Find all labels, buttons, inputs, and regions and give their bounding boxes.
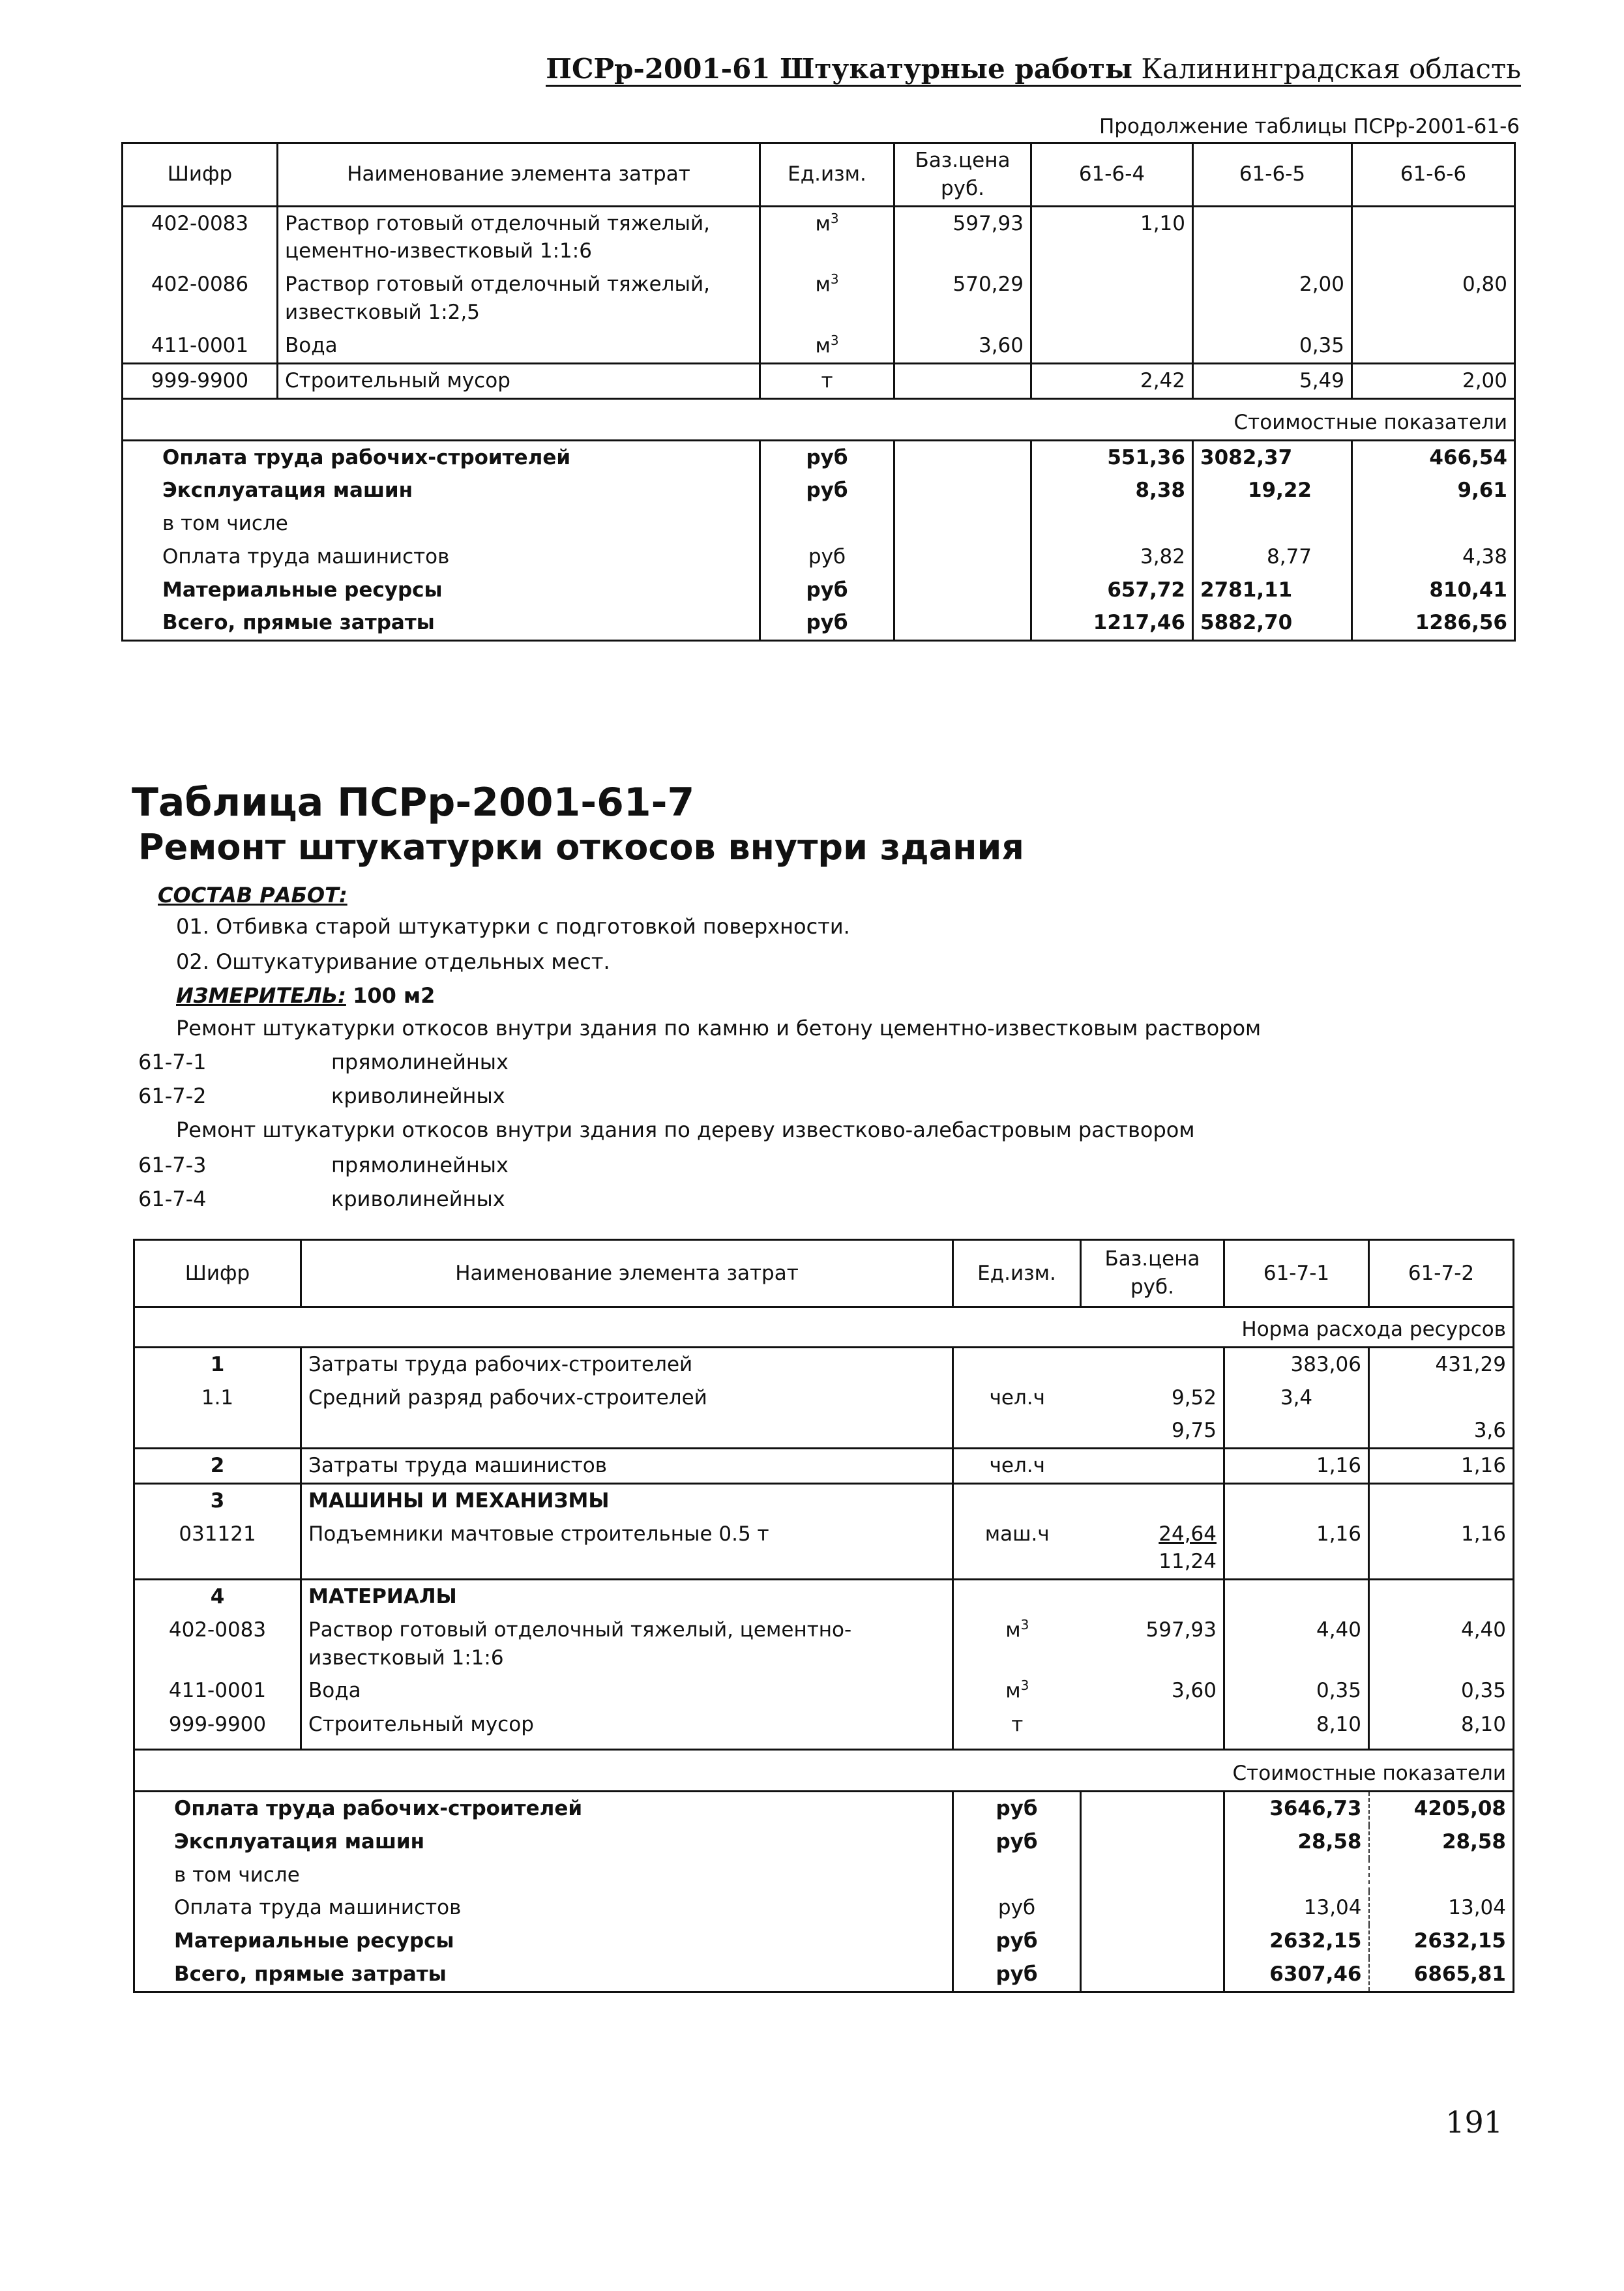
cell-code: 1 xyxy=(134,1347,301,1381)
cost-v2: 13,04 xyxy=(1369,1891,1514,1925)
cost-row xyxy=(134,1925,1514,1958)
cost-unit: руб xyxy=(760,606,894,640)
cost-unit: руб xyxy=(953,1958,1081,1992)
cost-v1: 2632,15 xyxy=(1224,1925,1369,1958)
cost-v2 xyxy=(1193,507,1352,540)
page-header xyxy=(546,53,1521,87)
cost-unit: руб xyxy=(953,1925,1081,1958)
cell-v2: 4,40 xyxy=(1369,1614,1514,1675)
cell-price: 3,60 xyxy=(1081,1674,1224,1707)
col-header-61-6-5: 61-6-5 xyxy=(1193,143,1352,207)
group-title: Ремонт штукатурки откосов внутри здания по камню и бетону цементно-известковым раствором xyxy=(176,1016,1262,1041)
cost-row xyxy=(134,1792,1514,1825)
cell-v3 xyxy=(1352,329,1515,364)
cost-name: Оплата труда рабочих-строителей xyxy=(134,1792,953,1825)
cell-name: МАТЕРИАЛЫ xyxy=(301,1580,953,1614)
cost-price-empty xyxy=(894,574,1031,607)
cost-v3: 810,41 xyxy=(1352,574,1515,607)
cell-v2 xyxy=(1369,1580,1514,1614)
cost-row xyxy=(123,606,1515,640)
cost-unit xyxy=(760,507,894,540)
cost-v2: 6865,81 xyxy=(1369,1958,1514,1992)
page-number: 191 xyxy=(1445,2105,1503,2140)
cell-name: Раствор готовый отделочный тяжелый, известковый 1:2,5 xyxy=(278,268,760,329)
col-header-61-7-1: 61-7-1 xyxy=(1224,1240,1369,1307)
table-row xyxy=(134,1414,1514,1448)
cell-v1: 1,16 xyxy=(1224,1518,1369,1580)
cell-price: 9,52 xyxy=(1081,1382,1224,1415)
cell-name: Раствор готовый отделочный тяжелый, цементно-известковый 1:1:6 xyxy=(278,206,760,268)
cell-price xyxy=(1081,1347,1224,1381)
cell-price xyxy=(1081,1580,1224,1614)
cell-code: 411-0001 xyxy=(134,1674,301,1707)
table-61-7 xyxy=(133,1239,1514,1993)
cost-v2: 8,77 xyxy=(1193,540,1352,574)
header-code-title: ПСРр-2001-61 Штукатурные работы xyxy=(546,53,1133,85)
cost-row xyxy=(123,474,1515,507)
cell-code: 999-9900 xyxy=(134,1708,301,1750)
cell-v1: 4,40 xyxy=(1224,1614,1369,1675)
cell-unit xyxy=(953,1483,1081,1517)
cell-unit: $м^3$ xyxy=(760,268,894,329)
cell-v1: 3,4 xyxy=(1224,1382,1369,1415)
cell-v2: 5,49 xyxy=(1193,363,1352,398)
norm-label-row xyxy=(134,1307,1514,1348)
cell-v2: 8,10 xyxy=(1369,1708,1514,1750)
norm-name: криволинейных xyxy=(331,1084,505,1108)
cell-price xyxy=(894,363,1031,398)
cost-v1: 13,04 xyxy=(1224,1891,1369,1925)
cost-v1: 657,72 xyxy=(1031,574,1193,607)
cell-v2: 1,16 xyxy=(1369,1518,1514,1580)
cost-price-empty xyxy=(894,606,1031,640)
cost-row xyxy=(134,1859,1514,1892)
cost-row xyxy=(123,507,1515,540)
cell-name: Затраты труда машинистов xyxy=(301,1449,953,1484)
norm-name: криволинейных xyxy=(331,1187,505,1211)
col-header-name: Наименование элемента затрат xyxy=(301,1240,953,1307)
cell-v1 xyxy=(1224,1414,1369,1448)
cell-v2: 0,35 xyxy=(1193,329,1352,364)
cost-row xyxy=(134,1825,1514,1859)
cost-price-empty xyxy=(894,540,1031,574)
cost-v3: 466,54 xyxy=(1352,440,1515,474)
cell-v1 xyxy=(1031,329,1193,364)
col-header-price: Баз.цена руб. xyxy=(1081,1240,1224,1307)
cell-v2 xyxy=(1369,1382,1514,1415)
cost-name: в том числе xyxy=(134,1859,953,1892)
cell-v2: 431,29 xyxy=(1369,1347,1514,1381)
cost-v2: 2781,11 xyxy=(1193,574,1352,607)
cell-price: 3,60 xyxy=(894,329,1031,364)
cost-unit: руб xyxy=(760,474,894,507)
col-header-name: Наименование элемента затрат xyxy=(278,143,760,207)
cost-v3 xyxy=(1352,507,1515,540)
cost-v2 xyxy=(1369,1859,1514,1892)
cost-v2: 3082,37 xyxy=(1193,440,1352,474)
cost-row xyxy=(123,574,1515,607)
cost-v1: 3646,73 xyxy=(1224,1792,1369,1825)
table-continued-61-6 xyxy=(121,142,1516,642)
cost-v1: 8,38 xyxy=(1031,474,1193,507)
cost-v1 xyxy=(1031,507,1193,540)
table-row xyxy=(123,206,1515,268)
cost-unit: руб xyxy=(760,574,894,607)
cell-v2: 0,35 xyxy=(1369,1674,1514,1707)
cell-unit: $м^3$ xyxy=(760,329,894,364)
cost-name: Материальные ресурсы xyxy=(123,574,760,607)
cost-price-empty xyxy=(1081,1891,1224,1925)
cost-name: в том числе xyxy=(123,507,760,540)
cell-v1 xyxy=(1224,1483,1369,1517)
cell-price: 24,64 11,24 xyxy=(1081,1518,1224,1580)
norm-name: прямолинейных xyxy=(331,1153,509,1177)
table-row xyxy=(134,1518,1514,1580)
cost-v3: 9,61 xyxy=(1352,474,1515,507)
cell-name: Раствор готовый отделочный тяжелый, цементно-известковый 1:1:6 xyxy=(301,1614,953,1675)
cell-v1: 1,16 xyxy=(1224,1449,1369,1484)
table-row xyxy=(134,1614,1514,1675)
cost-price-empty xyxy=(894,474,1031,507)
norm-code: 61-7-1 xyxy=(138,1050,207,1074)
cell-v2: 2,00 xyxy=(1193,268,1352,329)
cost-v3: 1286,56 xyxy=(1352,606,1515,640)
cell-v1: 0,35 xyxy=(1224,1674,1369,1707)
cell-unit xyxy=(953,1347,1081,1381)
cell-unit xyxy=(953,1414,1081,1448)
cell-code: 031121 xyxy=(134,1518,301,1580)
table-row xyxy=(134,1449,1514,1484)
cost-row xyxy=(134,1891,1514,1925)
cost-unit: руб xyxy=(953,1825,1081,1859)
cost-unit: руб xyxy=(953,1891,1081,1925)
cell-v2: 3,6 xyxy=(1369,1414,1514,1448)
cost-v2: 2632,15 xyxy=(1369,1925,1514,1958)
cell-v1 xyxy=(1224,1580,1369,1614)
cell-name: Строительный мусор xyxy=(301,1708,953,1750)
cost-v1: 6307,46 xyxy=(1224,1958,1369,1992)
cell-name: Вода xyxy=(278,329,760,364)
meter-line: ИЗМЕРИТЕЛЬ: 100 м2 xyxy=(176,983,436,1008)
norm-name: прямолинейных xyxy=(331,1050,509,1074)
cell-code: 999-9900 xyxy=(123,363,278,398)
group-title: Ремонт штукатурки откосов внутри здания по дереву известково-алебастровым раствором xyxy=(176,1117,1195,1142)
cell-code: 402-0086 xyxy=(123,268,278,329)
cost-section-label: Стоимостные показатели xyxy=(123,398,1515,440)
cell-code: 4 xyxy=(134,1580,301,1614)
cost-name: Эксплуатация машин xyxy=(134,1825,953,1859)
cell-v1: 1,10 xyxy=(1031,206,1193,268)
cell-code: 402-0083 xyxy=(134,1614,301,1675)
cell-v2: 1,16 xyxy=(1369,1449,1514,1484)
cell-unit: чел.ч xyxy=(989,1385,1045,1410)
table-header-row xyxy=(134,1240,1514,1307)
cost-price-empty xyxy=(894,440,1031,474)
cost-section-label: Стоимостные показатели xyxy=(134,1750,1514,1792)
col-header-unit: Ед.изм. xyxy=(953,1240,1081,1307)
cost-row xyxy=(123,440,1515,474)
cell-unit: маш.ч xyxy=(984,1522,1050,1546)
cost-v2: 19,22 xyxy=(1193,474,1352,507)
cell-v2 xyxy=(1369,1483,1514,1517)
cost-v1 xyxy=(1224,1859,1369,1892)
cell-code xyxy=(134,1414,301,1448)
cell-unit: $м^3$ xyxy=(1005,1678,1029,1703)
cell-unit: $м^3$ xyxy=(760,206,894,268)
cost-name: Всего, прямые затраты xyxy=(123,606,760,640)
cost-unit: руб xyxy=(760,440,894,474)
cell-name xyxy=(301,1414,953,1448)
cell-price xyxy=(1081,1449,1224,1484)
table-header-row xyxy=(123,143,1515,207)
cost-section-label-row xyxy=(134,1750,1514,1792)
cell-name: Строительный мусор xyxy=(278,363,760,398)
cell-price xyxy=(1081,1483,1224,1517)
cell-code: 3 xyxy=(134,1483,301,1517)
cell-name: Затраты труда рабочих-строителей xyxy=(301,1347,953,1381)
cost-v1: 28,58 xyxy=(1224,1825,1369,1859)
col-header-code: Шифр xyxy=(134,1240,301,1307)
table-row xyxy=(134,1347,1514,1381)
cost-name: Материальные ресурсы xyxy=(134,1925,953,1958)
cell-v1: 8,10 xyxy=(1224,1708,1369,1750)
cell-unit: чел.ч xyxy=(953,1449,1081,1484)
cell-price: 570,29 xyxy=(894,268,1031,329)
cost-row xyxy=(123,540,1515,574)
cost-v1: 1217,46 xyxy=(1031,606,1193,640)
table-row xyxy=(123,329,1515,364)
cost-row xyxy=(134,1958,1514,1992)
cell-price: 597,93 xyxy=(1081,1614,1224,1675)
cost-name: Оплата труда машинистов xyxy=(123,540,760,574)
cost-name: Всего, прямые затраты xyxy=(134,1958,953,1992)
table-row xyxy=(134,1708,1514,1750)
norm-code: 61-7-4 xyxy=(138,1187,207,1211)
norm-code: 61-7-3 xyxy=(138,1153,207,1177)
cost-price-empty xyxy=(894,507,1031,540)
cost-price-empty xyxy=(1081,1825,1224,1859)
cost-name: Оплата труда машинистов xyxy=(134,1891,953,1925)
cost-v2: 4205,08 xyxy=(1369,1792,1514,1825)
work-item: 02. Оштукатуривание отдельных мест. xyxy=(176,949,610,974)
col-header-61-6-4: 61-6-4 xyxy=(1031,143,1193,207)
cell-name: МАШИНЫ И МЕХАНИЗМЫ xyxy=(301,1483,953,1517)
cell-code: 1.1 xyxy=(134,1382,301,1415)
table-row xyxy=(123,363,1515,398)
cost-unit: руб xyxy=(760,540,894,574)
work-item: 01. Отбивка старой штукатурки с подготовкой поверхности. xyxy=(176,914,850,939)
table-title: Таблица ПСРр-2001-61-7 xyxy=(132,780,695,825)
cell-v1 xyxy=(1031,268,1193,329)
cell-v2 xyxy=(1193,206,1352,268)
cost-price-empty xyxy=(1081,1792,1224,1825)
table-row xyxy=(134,1674,1514,1707)
cell-code: 411-0001 xyxy=(123,329,278,364)
cell-v3 xyxy=(1352,206,1515,268)
cost-name: Эксплуатация машин xyxy=(123,474,760,507)
cell-unit: $м^3$ xyxy=(1005,1616,1029,1642)
cost-price-empty xyxy=(1081,1859,1224,1892)
col-header-unit: Ед.изм. xyxy=(760,143,894,207)
cell-unit xyxy=(953,1580,1081,1614)
cost-v1: 3,82 xyxy=(1031,540,1193,574)
cost-v2: 28,58 xyxy=(1369,1825,1514,1859)
continuation-note: Продолжение таблицы ПСРр-2001-61-6 xyxy=(1099,115,1520,138)
col-header-price: Баз.цена руб. xyxy=(894,143,1031,207)
section-row xyxy=(134,1580,1514,1614)
cost-price-empty xyxy=(1081,1958,1224,1992)
cell-code: 402-0083 xyxy=(123,206,278,268)
col-header-61-6-6: 61-6-6 xyxy=(1352,143,1515,207)
cell-name: Подъемники мачтовые строительные 0.5 т xyxy=(301,1518,953,1580)
header-region: Калининградская область xyxy=(1141,53,1521,85)
cell-v1: 383,06 xyxy=(1224,1347,1369,1381)
cost-price-empty xyxy=(1081,1925,1224,1958)
cost-v2: 5882,70 xyxy=(1193,606,1352,640)
table-row xyxy=(134,1382,1514,1415)
cell-code: 2 xyxy=(134,1449,301,1484)
cost-section-label-row xyxy=(123,398,1515,440)
cell-v3: 0,80 xyxy=(1352,268,1515,329)
cost-v1: 551,36 xyxy=(1031,440,1193,474)
cost-v3: 4,38 xyxy=(1352,540,1515,574)
col-header-code: Шифр xyxy=(123,143,278,207)
cell-v3: 2,00 xyxy=(1352,363,1515,398)
norm-code: 61-7-2 xyxy=(138,1084,207,1108)
cell-v1: 2,42 xyxy=(1031,363,1193,398)
cell-unit: т xyxy=(1011,1712,1024,1736)
cell-name: Средний разряд рабочих-строителей xyxy=(301,1382,953,1415)
cell-price xyxy=(1081,1708,1224,1750)
cell-unit: т xyxy=(760,363,894,398)
cost-name: Оплата труда рабочих-строителей xyxy=(123,440,760,474)
work-composition-label: СОСТАВ РАБОТ: xyxy=(158,883,347,908)
section-row xyxy=(134,1483,1514,1517)
cell-price: 597,93 xyxy=(894,206,1031,268)
col-header-61-7-2: 61-7-2 xyxy=(1369,1240,1514,1307)
cell-price: 9,75 xyxy=(1081,1414,1224,1448)
cost-unit xyxy=(953,1859,1081,1892)
cost-unit: руб xyxy=(953,1792,1081,1825)
table-row xyxy=(123,268,1515,329)
cell-name: Вода xyxy=(301,1674,953,1707)
norm-label: Норма расхода ресурсов xyxy=(134,1307,1514,1348)
table-subtitle: Ремонт штукатурки откосов внутри здания xyxy=(138,827,1024,868)
